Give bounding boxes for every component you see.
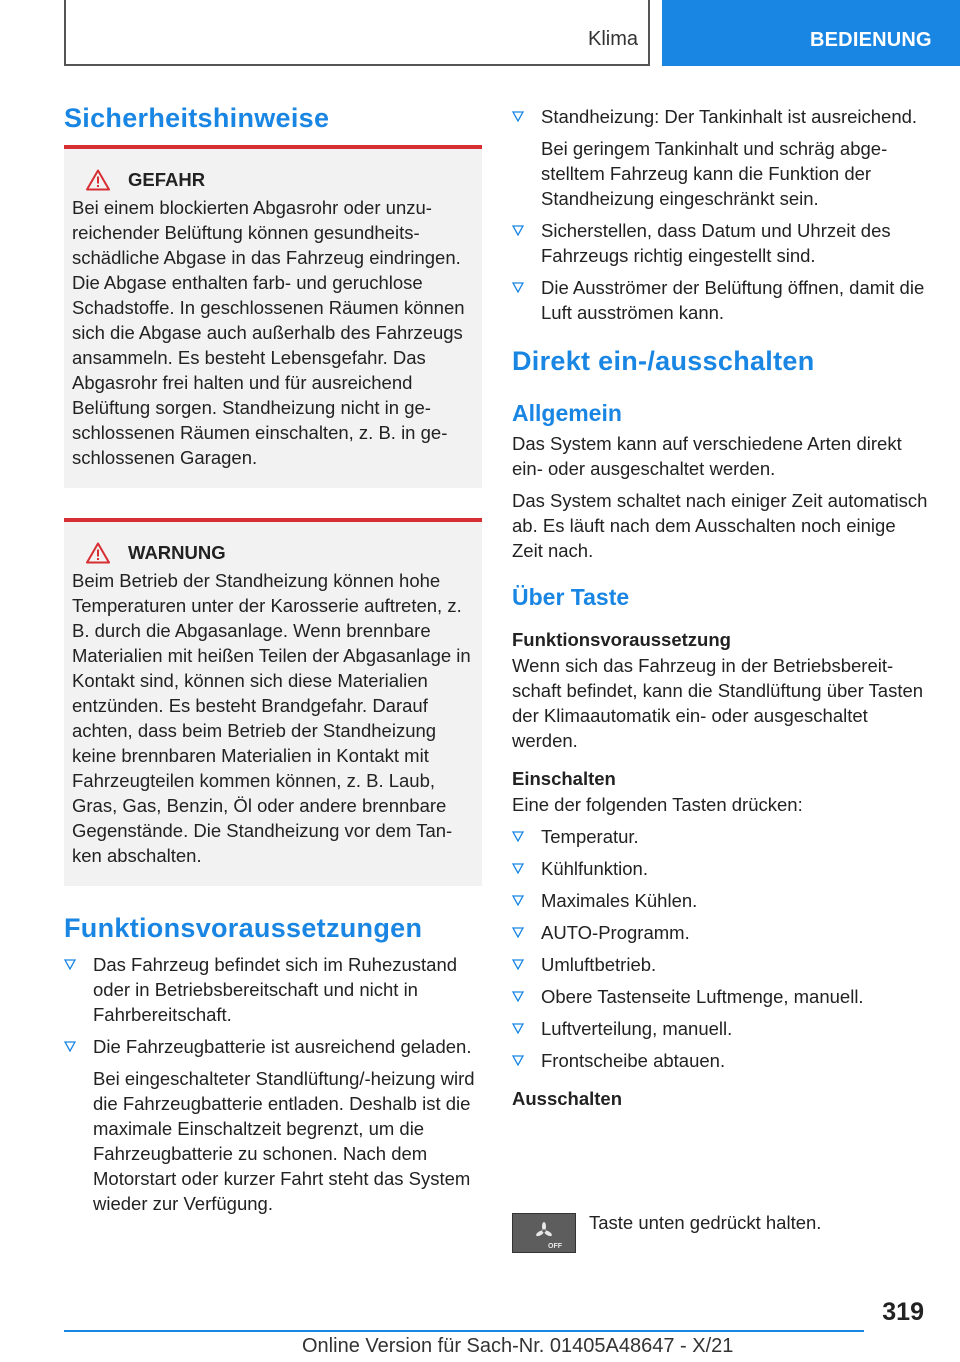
bullet-triangle-icon bbox=[512, 927, 524, 938]
list-item-text: Maximales Kühlen. bbox=[541, 890, 698, 911]
danger-title bbox=[72, 167, 472, 193]
bullet-triangle-icon bbox=[512, 1023, 524, 1034]
list-item bbox=[64, 952, 482, 1027]
function-prereq-heading: Funktionsvoraussetzung bbox=[512, 629, 731, 650]
list-item bbox=[512, 1016, 930, 1041]
list-item-text: Kühlfunktion. bbox=[541, 858, 648, 879]
list-item bbox=[512, 104, 930, 211]
list-item bbox=[512, 984, 930, 1009]
list-item bbox=[512, 1048, 930, 1073]
list-item bbox=[512, 218, 930, 268]
section-title: Klima bbox=[587, 28, 638, 50]
bullet-triangle-icon bbox=[512, 831, 524, 842]
list-item-text: Das Fahrzeug befindet sich im Ruhezustand oder in Betriebsbereitschaft und nicht in Fahrbereitschaft. bbox=[93, 954, 458, 1025]
list-item-text: Umluftbetrieb. bbox=[541, 954, 657, 975]
page-number: 319 bbox=[882, 1298, 924, 1326]
bullet-triangle-icon bbox=[512, 863, 524, 874]
function-prereq-text: Wenn sich das Fahrzeug in der Betriebsbereitschaft befindet, kann die Standlüftung über Tasten der Klimaautomatik ein- oder ausgeschaltet werden. bbox=[512, 655, 924, 751]
danger-box bbox=[64, 145, 482, 488]
list-item-text: Luftverteilung, manuell. bbox=[541, 1018, 733, 1039]
fan-off-icon bbox=[513, 1214, 577, 1254]
fan-off-button-image bbox=[512, 1213, 576, 1253]
off-label: OFF bbox=[548, 1243, 562, 1250]
left-column bbox=[64, 96, 482, 1223]
list-item bbox=[512, 856, 930, 881]
bullet-triangle-icon bbox=[512, 959, 524, 970]
direct-switch-heading: Direkt ein-/ausschalten bbox=[512, 346, 815, 376]
list-item-note: Bei geringem Tankinhalt und schräg abgestelltem Fahrzeug kann die Funktion der Standheizung eingeschränkt sein. bbox=[541, 138, 888, 209]
prerequisites-list bbox=[64, 952, 482, 1216]
list-item-text: Standheizung: Der Tankinhalt ist ausreichend. bbox=[541, 106, 918, 127]
general-heading: Allgemein bbox=[512, 400, 622, 426]
bullet-triangle-icon bbox=[64, 959, 76, 970]
bullet-triangle-icon bbox=[64, 1041, 76, 1052]
list-item-note: Bei eingeschalteter Standlüftung/-heizung wird die Fahrzeugbatterie entladen. Deshalb ist die maximale Einschaltzeit begrenzt, um die Fahrzeugbatterie zu schonen. Nach dem Motorstart oder kurzer Fahrt steht das System wieder zur Verfügung. bbox=[93, 1068, 475, 1214]
warning-text: Beim Betrieb der Standheizung können hohe Temperaturen unter der Karosserie auftreten, z. B. durch die Abgasanlage. Wenn brennbare Materialien mit heißen Teilen der Abgasanlage in Kontakt sind, können sich diese Materialien entzünden. Es besteht Brandgefahr. Darauf achten, dass beim Betrieb der Standheizung keine brennbaren Materialien in Kontakt mit Fahrzeugteilen kommen können, z. B. Laub, Gras, Gas, Benzin, Öl oder andere brennbare Gegenstände. Die Standheizung vor dem Tanken abschalten. bbox=[72, 570, 471, 866]
bullet-triangle-icon bbox=[512, 111, 524, 122]
general-text-2: Das System schaltet nach einiger Zeit automatisch ab. Es läuft nach dem Ausschalten noch einige Zeit nach. bbox=[512, 490, 928, 561]
right-column bbox=[512, 104, 930, 1112]
warning-triangle-icon bbox=[86, 169, 110, 191]
danger-label: GEFAHR bbox=[128, 169, 206, 190]
list-item-text: Die Ausströmer der Belüftung öffnen, damit die Luft ausströmen kann. bbox=[541, 277, 925, 323]
list-item bbox=[512, 888, 930, 913]
warning-title bbox=[72, 540, 472, 566]
footer-divider bbox=[64, 1330, 864, 1332]
button-heading: Über Taste bbox=[512, 584, 630, 610]
switch-on-heading: Einschalten bbox=[512, 768, 616, 789]
header-box bbox=[64, 0, 650, 66]
list-item bbox=[64, 1034, 482, 1216]
list-item-text: Frontscheibe abtauen. bbox=[541, 1050, 726, 1071]
switch-off-text: Taste unten gedrückt halten. bbox=[589, 1212, 822, 1233]
list-item-text: Temperatur. bbox=[541, 826, 639, 847]
chapter-tab: BEDIENUNG bbox=[662, 0, 960, 66]
bullet-triangle-icon bbox=[512, 282, 524, 293]
list-item-text: Obere Tastenseite Luftmenge, manuell. bbox=[541, 986, 864, 1007]
bullet-triangle-icon bbox=[512, 991, 524, 1002]
warning-triangle-icon bbox=[86, 542, 110, 564]
list-item-text: Die Fahrzeugbatterie ist ausreichend geladen. bbox=[93, 1036, 472, 1057]
warning-label: WARNUNG bbox=[128, 542, 226, 563]
safety-heading: Sicherheitshinweise bbox=[64, 103, 330, 133]
prerequisites-heading: Funktionsvoraussetzungen bbox=[64, 913, 423, 943]
danger-text: Bei einem blockierten Abgasrohr oder unzureichender Belüftung können gesundheitsschädliche Abgase in das Fahrzeug eindringen. Die Abgase enthalten farb- und geruchlose Schadstoffe. In geschlossenen Räumen können sich die Abgase auch außerhalb des Fahrzeugs ansammeln. Es besteht Lebensgefahr. Das Abgasrohr frei halten und für ausreichend Belüftung sorgen. Standheizung nicht in geschlossenen Räumen einschalten, z. B. in geschlossenen Garagen. bbox=[72, 197, 465, 468]
footer-online-version: Online Version für Sach-Nr. 01405A48647 - X/21 bbox=[302, 1335, 734, 1357]
list-item-text: AUTO-Programm. bbox=[541, 922, 690, 943]
switch-off-heading: Ausschalten bbox=[512, 1088, 623, 1109]
bullet-triangle-icon bbox=[512, 225, 524, 236]
list-item bbox=[512, 275, 930, 325]
list-item bbox=[512, 920, 930, 945]
general-text-1: Das System kann auf verschiedene Arten direkt ein- oder ausgeschaltet werden. bbox=[512, 433, 902, 479]
list-item-text: Sicherstellen, dass Datum und Uhrzeit des Fahrzeugs richtig eingestellt sind. bbox=[541, 220, 891, 266]
warning-box bbox=[64, 518, 482, 886]
bullet-triangle-icon bbox=[512, 1055, 524, 1066]
bullet-triangle-icon bbox=[512, 895, 524, 906]
prerequisites-list-continued bbox=[512, 104, 930, 325]
list-item bbox=[512, 952, 930, 977]
switch-on-text: Eine der folgenden Tasten drücken: bbox=[512, 794, 803, 815]
switch-on-list bbox=[512, 824, 930, 1073]
list-item bbox=[512, 824, 930, 849]
